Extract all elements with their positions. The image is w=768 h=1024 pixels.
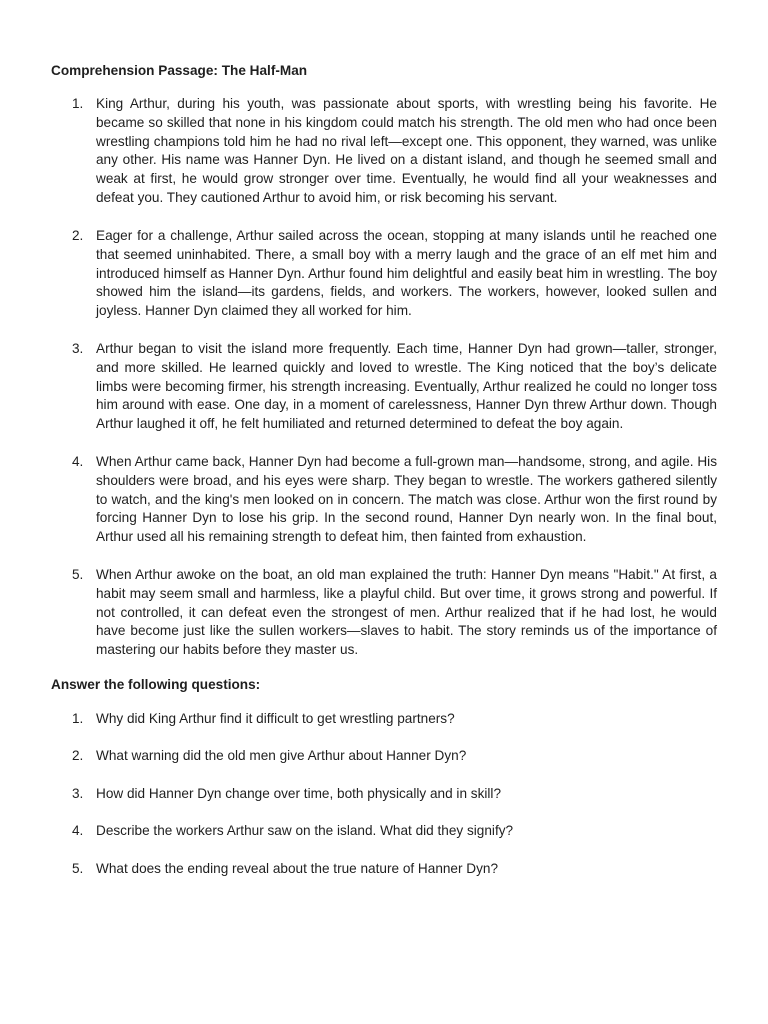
passage-title: Comprehension Passage: The Half-Man xyxy=(51,63,308,78)
question-number: 4. xyxy=(72,823,84,838)
paragraph-text: Eager for a challenge, Arthur sailed across the ocean, stopping at many islands until he reached one that seemed uninhabited. There, a small boy with a merry laugh and the grace of an elf met him and introduced himself as Hanner Dyn. Arthur found him delightful and easily beat him in wrestling. The boy showed him the island—its gardens, fields, and workers. The workers, however, looked sullen and joyless. Hanner Dyn claimed they all worked for him. xyxy=(96,228,717,319)
paragraph-number: 5. xyxy=(72,567,84,582)
paragraph-number: 1. xyxy=(72,96,84,111)
question-number: 2. xyxy=(72,748,84,763)
paragraph-text: When Arthur came back, Hanner Dyn had become a full-grown man—handsome, strong, and agile. His shoulders were broad, and his eyes were sharp. They began to wrestle. The workers gathered silently to watch, and the king's men looked on in concern. The match was close. Arthur won the first round by forcing Hanner Dyn to lose his grip. In the second round, Hanner Dyn nearly won. In the final bout, Arthur used all his remaining strength to defeat him, then fainted from exhaustion. xyxy=(96,454,717,545)
question-text: Why did King Arthur find it difficult to get wrestling partners? xyxy=(96,711,455,726)
question-text: Describe the workers Arthur saw on the island. What did they signify? xyxy=(96,823,514,838)
question-text: What warning did the old men give Arthur about Hanner Dyn? xyxy=(96,748,467,763)
question-number: 5. xyxy=(72,861,84,876)
paragraph-text: Arthur began to visit the island more frequently. Each time, Hanner Dyn had grown—taller, stronger, and more skilled. He learned quickly and loved to wrestle. The King noticed that the boy’s delicate limbs were becoming firmer, his strength increasing. Eventually, Arthur realized he could no longer toss him around with ease. One day, in a moment of carelessness, Hanner Dyn threw Arthur down. Though Arthur laughed it off, he felt humiliated and returned determined to defeat the boy again. xyxy=(96,341,717,432)
paragraph-number: 3. xyxy=(72,341,84,356)
paragraph-text: When Arthur awoke on the boat, an old man explained the truth: Hanner Dyn means "Habit." At first, a habit may seem small and harmless, like a playful child. But over time, it grows strong and powerful. If not controlled, it can defeat even the strongest of men. Arthur realized that if he had lost, he would have become just like the sullen workers—slaves to habit. The story reminds us of the importance of mastering our habits before they master us. xyxy=(96,567,717,658)
question-number: 3. xyxy=(72,786,84,801)
question-text: How did Hanner Dyn change over time, both physically and in skill? xyxy=(96,786,501,801)
question-text: What does the ending reveal about the true nature of Hanner Dyn? xyxy=(96,861,499,876)
questions-heading: Answer the following questions: xyxy=(51,677,261,692)
paragraph-text: King Arthur, during his youth, was passionate about sports, with wrestling being his favorite. He became so skilled that none in his kingdom could match his strength. The old men who had once been wrestling champions told him he had no rival left—except one. This opponent, they warned, was unlike any other. His name was Hanner Dyn. He lived on a distant island, and though he seemed small and weak at first, he would grow stronger over time. Eventually, he would find all your weaknesses and defeat you. They cautioned Arthur to avoid him, or risk becoming his servant. xyxy=(96,96,717,205)
question-number: 1. xyxy=(72,711,84,726)
paragraph-number: 4. xyxy=(72,454,84,469)
paragraph-number: 2. xyxy=(72,228,84,243)
